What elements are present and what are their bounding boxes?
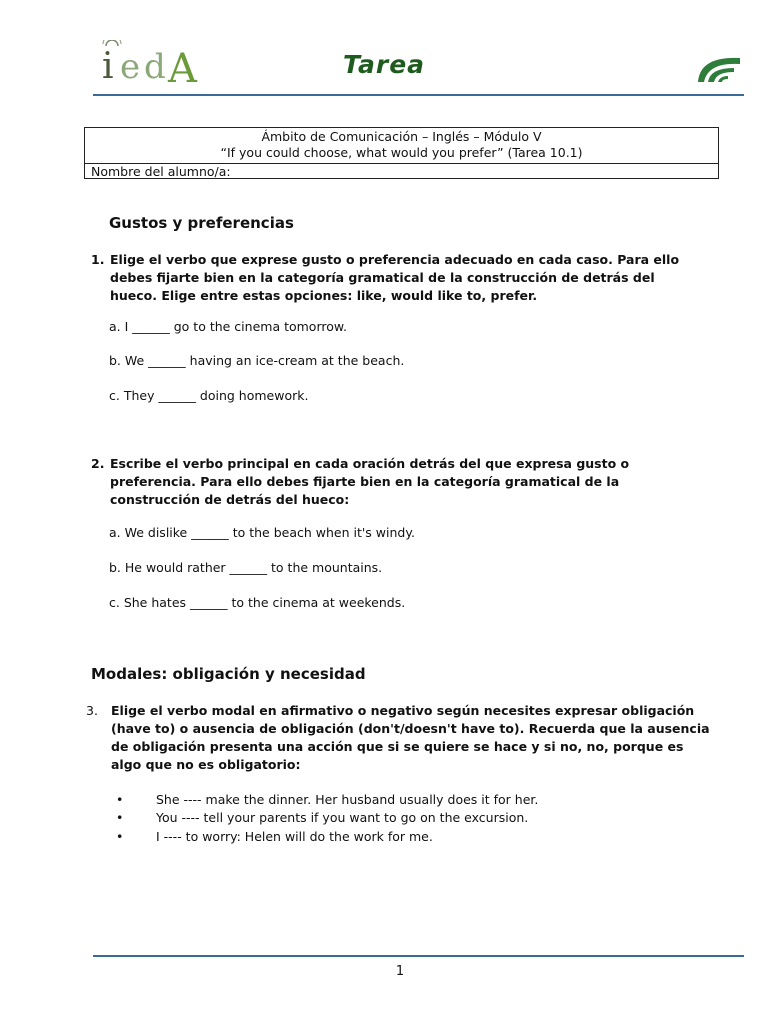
section-heading-gustos: Gustos y preferencias [109,214,294,232]
exercise-item: a. I ______ go to the cinema tomorrow. [109,319,347,334]
exercise-item: b. We ______ having an ice-cream at the beach. [109,353,405,368]
bullet: • [116,810,124,825]
student-name-field: Nombre del alumno/a: [91,164,231,179]
exercise-item: I ---- to worry: Helen will do the work for me. [156,829,433,844]
header-divider [93,94,744,96]
exercise-item: You ---- tell your parents if you want to go on the excursion. [156,810,529,825]
svg-text:d: d [144,47,166,87]
svg-text:A: A [168,46,197,88]
question-number: 3. [86,703,98,718]
exercise-item: She ---- make the dinner. Her husband usually does it for her. [156,792,539,807]
bullet: • [116,829,124,844]
course-line: Ámbito de Comunicación – Inglés – Módulo V [261,129,542,144]
section-heading-modales: Modales: obligación y necesidad [91,665,366,683]
question-number: 2. [91,456,105,471]
question-text: Escribe el verbo principal en cada oración detrás del que expresa gusto o preferencia. Para ello debes fijarte bien en la categoría gramatical de la construcción de detrás del hueco: [110,456,630,507]
task-title-line: “If you could choose, what would you prefer” (Tarea 10.1) [220,145,583,160]
assignment-info-box [84,127,719,179]
question-text: Elige el verbo modal en afirmativo o negativo según necesites expresar obligación (have to) o ausencia de obligación (don't/doesn't have to). Recuerda que la ausencia de obligación presenta una acción que si se quiere se hace y si no, no, porque es algo que no es obligatorio: [111,703,710,772]
exercise-item: a. We dislike ______ to the beach when it's windy. [109,525,415,540]
ieda-logo-text: i [102,46,114,87]
bullet: • [116,792,124,807]
page-number: 1 [395,964,405,979]
page-title: Tarea [342,50,426,79]
question-text: Elige el verbo que exprese gusto o preferencia adecuado en cada caso. Para ello debes fijarte bien en la categoría gramatical de la construcción de detrás del hueco. Elige entre estas opciones: like, would like to, prefer. [110,252,680,303]
footer-divider [93,955,744,957]
question-3 [86,702,711,774]
question-1 [91,251,691,305]
junta-emblem-icon [694,50,744,84]
exercise-item: b. He would rather ______ to the mountains. [109,560,383,575]
question-2 [91,455,671,509]
question-number: 1. [91,252,105,267]
exercise-item: c. They ______ doing homework. [109,388,309,403]
exercise-item: c. She hates ______ to the cinema at weekends. [109,595,406,610]
assignment-info-header [85,128,718,164]
svg-text:e: e [120,47,141,87]
